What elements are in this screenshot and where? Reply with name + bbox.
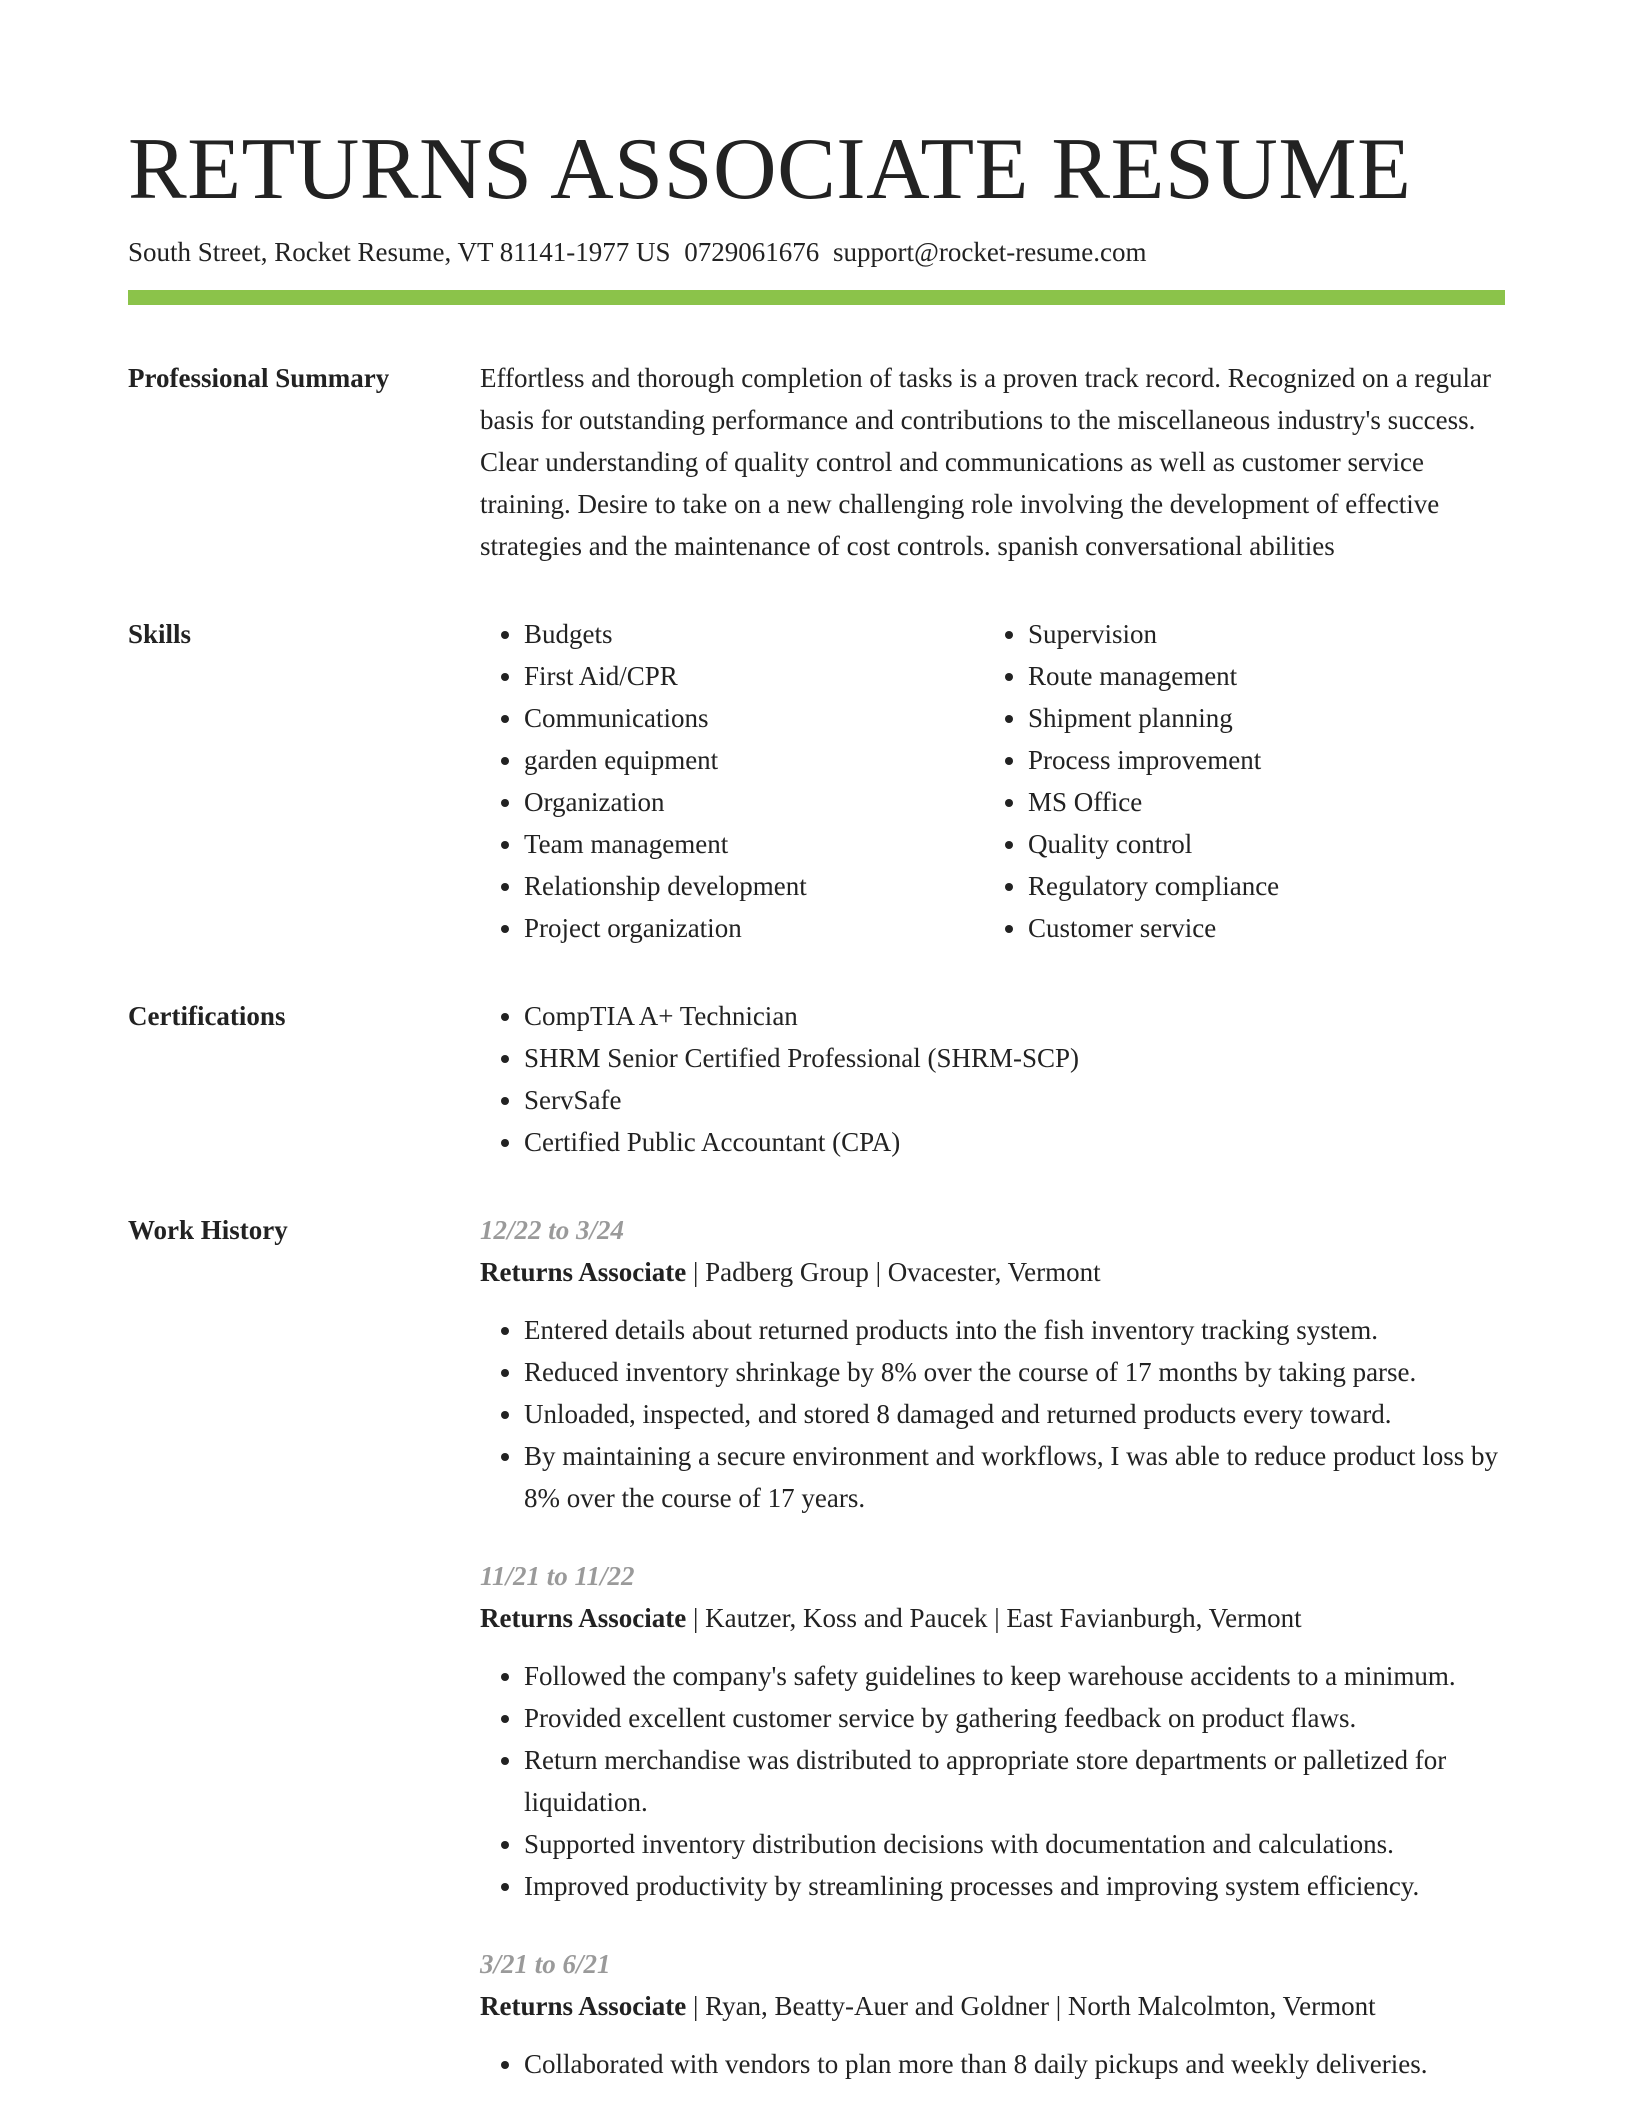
job-bullet: • Supported inventory distribution decisions with documentation and calculations.: [524, 1823, 1505, 1865]
skill-item: • Relationship development: [524, 865, 984, 907]
job-title: Returns Associate: [480, 1257, 687, 1288]
job-employer-location: | Padberg Group | Ovacester, Vermont: [686, 1257, 1101, 1288]
section-heading-certifications: Certifications: [128, 1001, 286, 1032]
job-dates: 11/21 to 11/22: [480, 1561, 635, 1592]
skills-section: [128, 613, 1505, 949]
summary-section: [128, 357, 1505, 567]
skill-item: • Customer service: [1028, 907, 1505, 949]
skill-item: • Process improvement: [1028, 739, 1505, 781]
skill-item: • MS Office: [1028, 781, 1505, 823]
certifications-section: [128, 995, 1505, 1163]
job-dates: 3/21 to 6/21: [480, 1949, 611, 1980]
certification-item: • ServSafe: [524, 1079, 1505, 1121]
certification-item: • SHRM Senior Certified Professional (SHRM-SCP): [524, 1037, 1505, 1079]
job-employer-location: | Kautzer, Koss and Paucek | East Favianburgh, Vermont: [686, 1603, 1302, 1634]
skill-item: • garden equipment: [524, 739, 984, 781]
skills-list-left: [480, 613, 984, 949]
work-history-section: [128, 1209, 1505, 2085]
job-bullet: • Followed the company's safety guidelines to keep warehouse accidents to a minimum.: [524, 1655, 1505, 1697]
job-bullet: • Collaborated with vendors to plan more than 8 daily pickups and weekly deliveries.: [524, 2043, 1505, 2085]
contact-line: [128, 236, 1505, 268]
skill-item: • Project organization: [524, 907, 984, 949]
resume-title: RETURNS ASSOCIATE RESUME: [128, 121, 1412, 218]
job-employer-location: | Ryan, Beatty-Auer and Goldner | North Malcolmton, Vermont: [686, 1991, 1376, 2022]
certification-item: • CompTIA A+ Technician: [524, 995, 1505, 1037]
job-bullet: • Entered details about returned products into the fish inventory tracking system.: [524, 1309, 1505, 1351]
skill-item: • Regulatory compliance: [1028, 865, 1505, 907]
section-heading-summary: Professional Summary: [128, 363, 390, 394]
job-title-line: [480, 1985, 1505, 2027]
section-heading-skills: Skills: [128, 619, 192, 650]
job-bullets: [480, 2043, 1505, 2085]
accent-divider: [128, 290, 1505, 305]
skill-item: • Route management: [1028, 655, 1505, 697]
skill-item: • Organization: [524, 781, 984, 823]
skill-item: • Quality control: [1028, 823, 1505, 865]
certifications-list: [480, 995, 1505, 1163]
job-bullet: • Improved productivity by streamlining processes and improving system efficiency.: [524, 1865, 1505, 1907]
skill-item: • Shipment planning: [1028, 697, 1505, 739]
job-bullet: • Reduced inventory shrinkage by 8% over the course of 17 months by taking parse.: [524, 1351, 1505, 1393]
job-bullet: • Provided excellent customer service by gathering feedback on product flaws.: [524, 1697, 1505, 1739]
skills-list-right: [984, 613, 1505, 949]
job-bullets: [480, 1655, 1505, 1907]
certification-item: • Certified Public Accountant (CPA): [524, 1121, 1505, 1163]
job-title: Returns Associate: [480, 1991, 687, 2022]
job-bullet: • Return merchandise was distributed to appropriate store departments or palletized for liquidation.: [524, 1739, 1505, 1823]
address: South Street, Rocket Resume, VT 81141-1977 US: [128, 237, 671, 267]
job-bullet: • Unloaded, inspected, and stored 8 damaged and returned products every toward.: [524, 1393, 1505, 1435]
job-bullets: [480, 1309, 1505, 1519]
summary-text: Effortless and thorough completion of tasks is a proven track record. Recognized on a regular basis for outstanding performance and contributions to the miscellaneous industry's success. Clear understanding of quality control and communications as well as customer service training. Desire to take on a new challenging role involving the development of effective strategies and the maintenance of cost controls. spanish conversational abilities: [480, 363, 1491, 562]
job-entry: [480, 1209, 1505, 1519]
job-title-line: [480, 1597, 1505, 1639]
skill-item: • First Aid/CPR: [524, 655, 984, 697]
job-title-line: [480, 1251, 1505, 1293]
section-heading-work-history: Work History: [128, 1215, 288, 1246]
job-entry: [480, 1555, 1505, 1907]
job-title: Returns Associate: [480, 1603, 687, 1634]
job-entry: [480, 1943, 1505, 2085]
skill-item: • Communications: [524, 697, 984, 739]
phone: 0729061676: [684, 237, 820, 267]
skill-item: • Team management: [524, 823, 984, 865]
email: support@rocket-resume.com: [832, 237, 1147, 267]
job-bullet: • By maintaining a secure environment and workflows, I was able to reduce product loss by 8% over the course of 17 years.: [524, 1435, 1505, 1519]
job-dates: 12/22 to 3/24: [480, 1215, 625, 1246]
skill-item: • Budgets: [524, 613, 984, 655]
skill-item: • Supervision: [1028, 613, 1505, 655]
